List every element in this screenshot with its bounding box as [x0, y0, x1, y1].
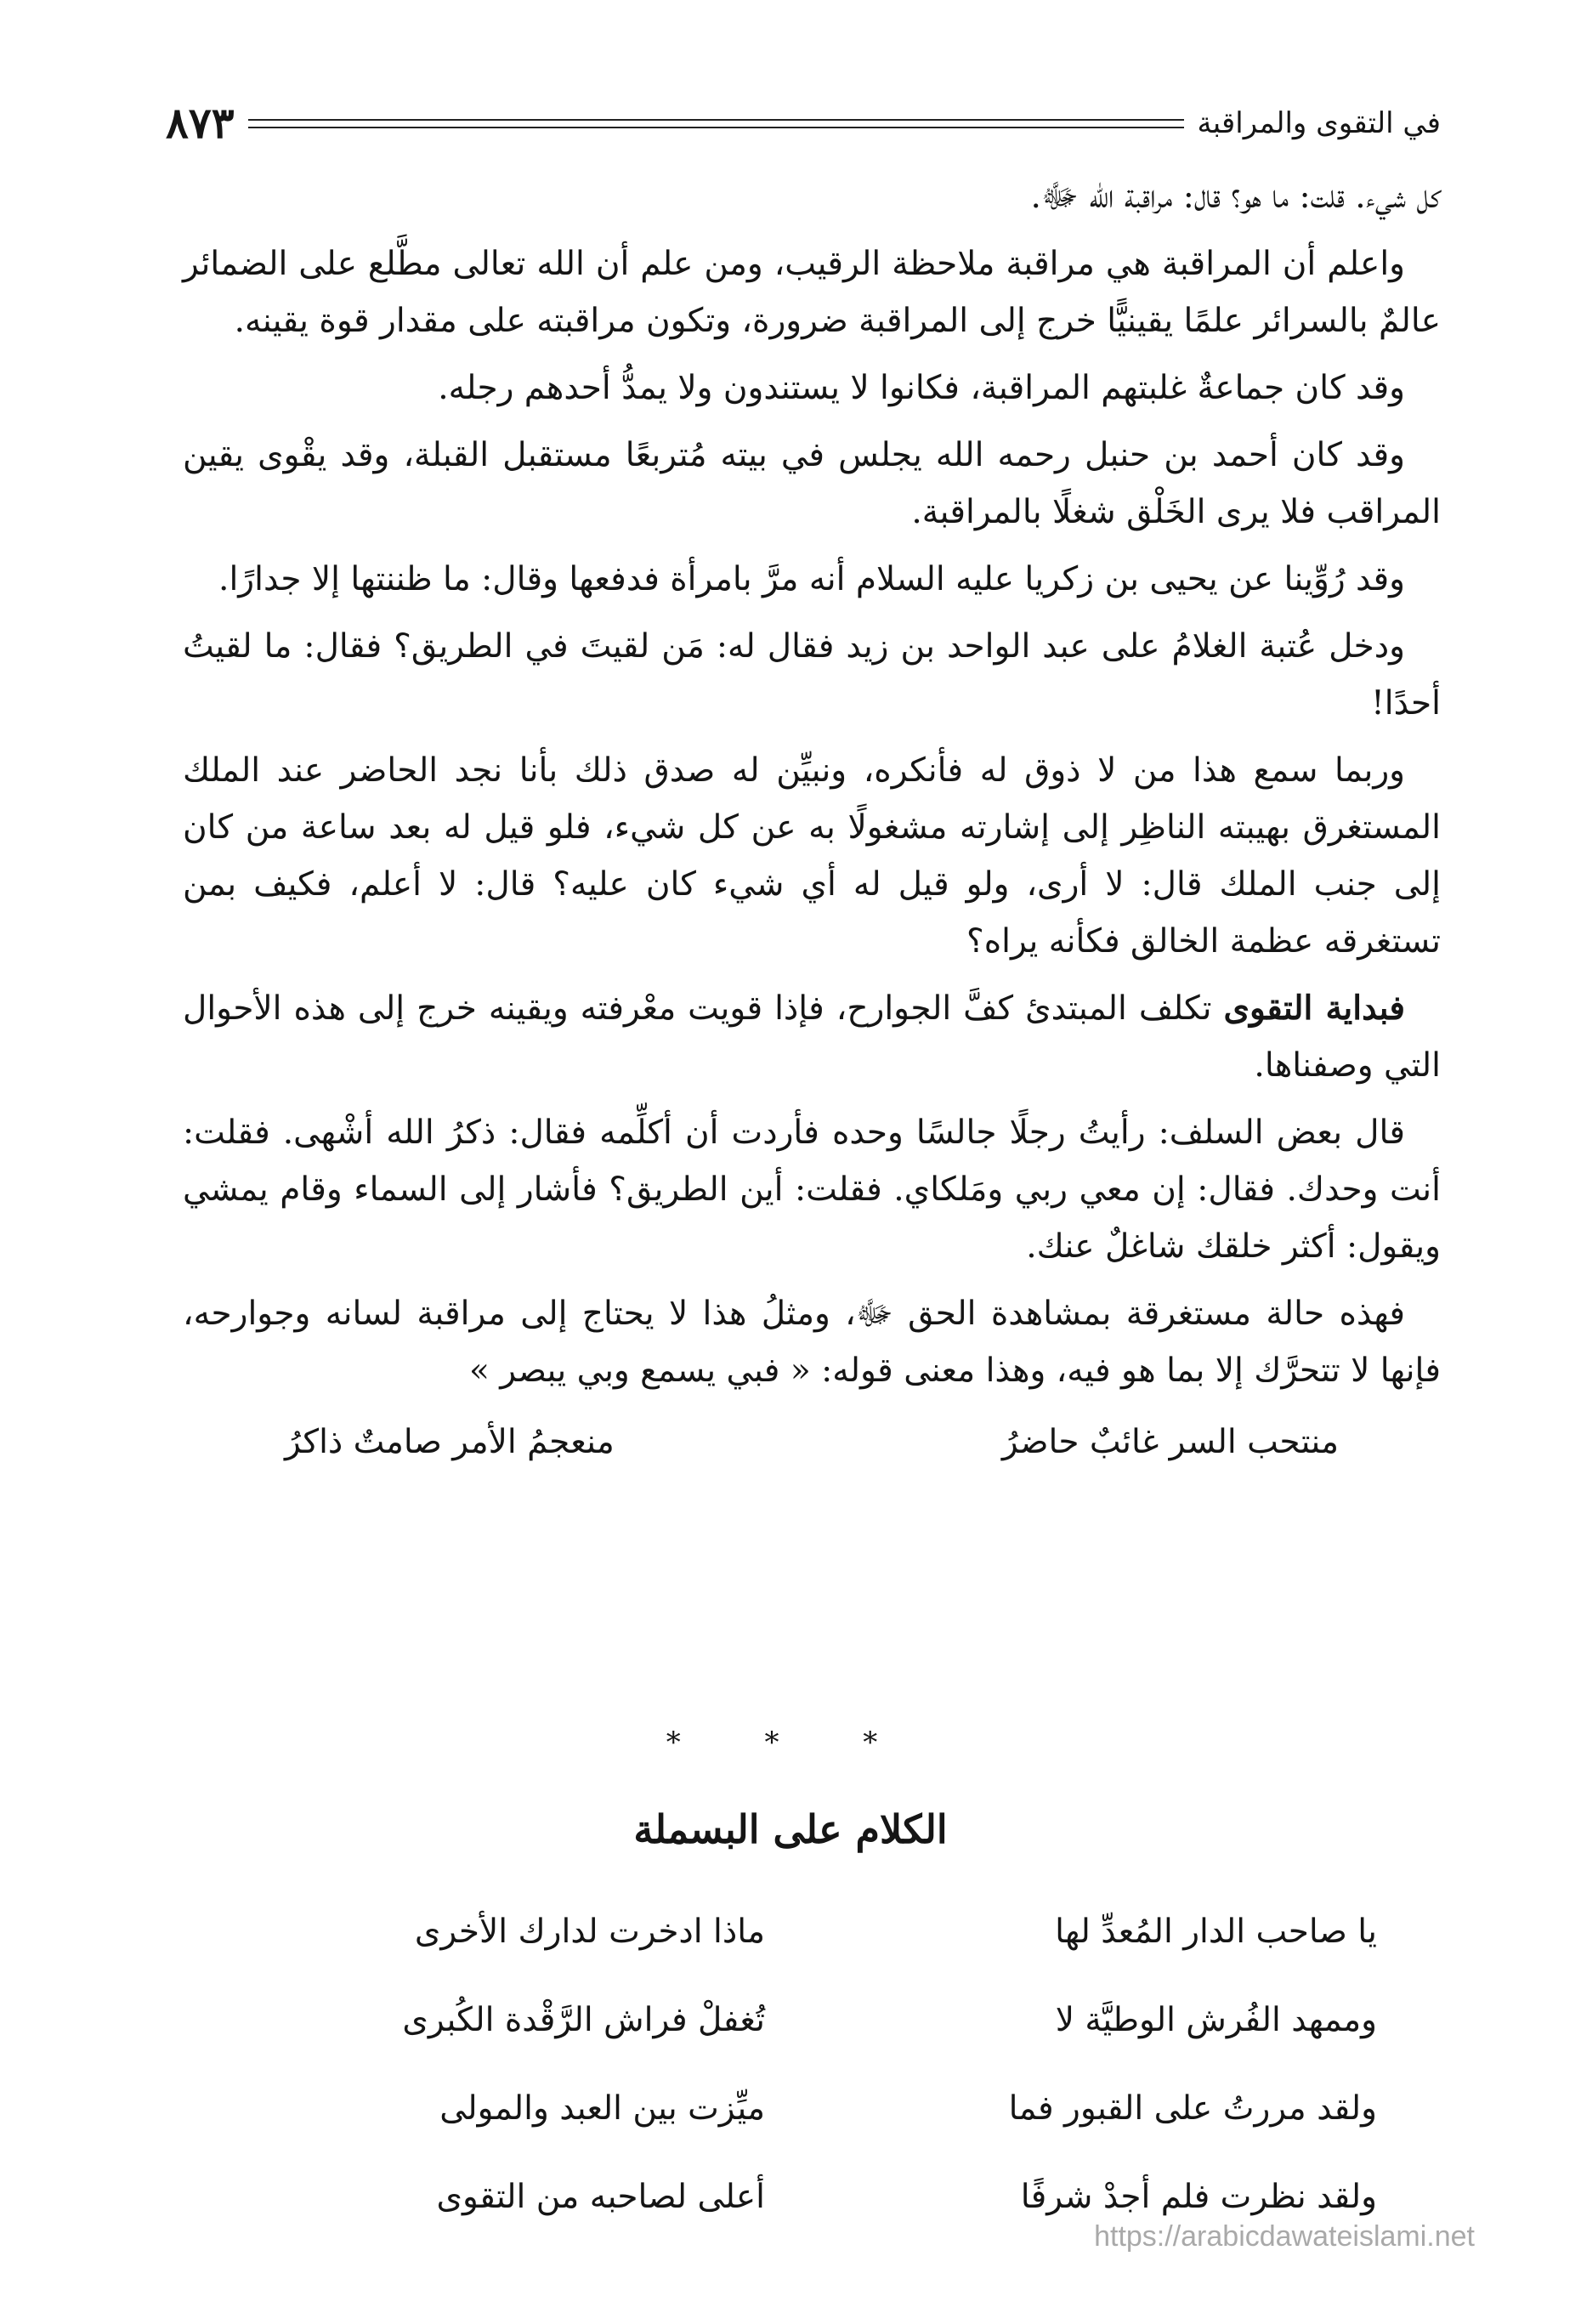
poem-line	[255, 1975, 1377, 2064]
first-hemistich: ولقد مررتُ على القبور فما	[1008, 2089, 1377, 2128]
verse-second-hemistich: منعجمُ الأمر صامتٌ ذاكرُ	[285, 1423, 615, 1461]
verse-first-hemistich: منتحب السر غائبٌ حاضرُ	[1001, 1423, 1339, 1461]
paragraph: قال بعض السلف: رأيتُ رجلًا جالسًا وحده فأردت أن أكلِّمه فقال: ذكرُ الله أشْهى. فقلت: أنت وحدك. فقال: إن معي ربي ومَلكاي. فقلت: أين الطريق؟ فأشار إلى السماء وقام يمشي ويقول: أكثر خلقك شاغلٌ عنك.	[183, 1114, 1441, 1266]
paragraph: وربما سمع هذا من لا ذوق له فأنكره، ونبيِّن له صدق ذلك بأنا نجد الحاضر عند الملك المستغرق بهيبته الناظِر إلى إشارته مشغولًا به عن كل شيء، فلو قيل له بعد ساعة من كان إلى جنب الملك قال: لا أرى، ولو قيل له أي شيء كان عليه؟ قال: لا أعلم، فكيف بمن تستغرقه عظمة الخالق فكأنه يراه؟	[183, 751, 1441, 961]
page-header	[166, 98, 1441, 149]
section-title: الكلام على البسملة	[633, 1806, 948, 1852]
body-text	[183, 168, 1441, 1472]
paragraph: وقد رُوِّينا عن يحيى بن زكريا عليه السلام أنه مرَّ بامرأة فدفعها وقال: ما ظننتها إلا جدارًا.	[218, 560, 1405, 598]
first-hemistich: وممهد الفُرش الوطيَّة لا	[1055, 2000, 1377, 2039]
paragraph: وقد كان أحمد بن حنبل رحمه الله يجلس في بيته مُتربعًا مستقبل القبلة، وقد يقْوى يقين المراقب فلا يرى الخَلْق شغلًا بالمراقبة.	[183, 436, 1441, 531]
paragraph: فهذه حالة مستغرقة بمشاهدة الحق ﷻ، ومثلُ هذا لا يحتاج إلى مراقبة لسانه وجوارحه، فإنها لا تتحرَّك إلا بما هو فيه، وهذا معنى قوله: « فبي يسمع وبي يبصر »	[183, 1295, 1441, 1390]
second-hemistich: تُغفلْ فراش الرَّقْدة الكُبرى	[402, 2000, 765, 2039]
section-separator: * * *	[666, 1726, 915, 1760]
paragraph	[183, 980, 1441, 1094]
bold-lead: فبداية التقوى	[1223, 989, 1405, 1028]
first-hemistich: ولقد نظرت فلم أجدْ شرفًا	[1020, 2177, 1377, 2216]
poem-line	[255, 2064, 1377, 2152]
running-title: في التقوى والمراقبة	[1197, 106, 1441, 140]
paragraph: واعلم أن المراقبة هي مراقبة ملاحظة الرقيب، ومن علم أن الله تعالى مطَّلع على الضمائر عالمٌ بالسرائر علمًا يقينيًّا خرج إلى المراقبة ضرورة، وتكون مراقبته على مقدار قوة يقينه.	[183, 245, 1441, 340]
paragraph-rest: تكلف المبتدئ كفَّ الجوارح، فإذا قويت معْرفته ويقينه خرج إلى هذه الأحوال التي وصفناها.	[183, 989, 1441, 1085]
watermark-url: https://arabicdawateislami.net	[1094, 2220, 1475, 2253]
poem	[255, 1887, 1377, 2241]
verse-line	[183, 1409, 1441, 1472]
paragraph: كل شيء. قلت: ما هو؟ قال: مراقبة الله ﷻ.	[1030, 178, 1441, 216]
poem-line	[255, 1887, 1377, 1975]
second-hemistich: أعلى لصاحبه من التقوى	[436, 2177, 765, 2216]
first-hemistich: يا صاحب الدار المُعدِّ لها	[1055, 1912, 1377, 1951]
paragraph: وقد كان جماعةٌ غلبتهم المراقبة، فكانوا لا يستندون ولا يمدُّ أحدهم رجله.	[438, 369, 1405, 407]
second-hemistich: ماذا ادخرت لدارك الأخرى	[414, 1912, 765, 1951]
second-hemistich: ميِّزت بين العبد والمولى	[439, 2089, 765, 2128]
header-rule	[248, 119, 1184, 128]
paragraph: ودخل عُتبة الغلامُ على عبد الواحد بن زيد فقال له: مَن لقيتَ في الطريق؟ فقال: ما لقيتُ أحدًا!	[183, 627, 1441, 723]
page-number: ٨٧٣	[166, 98, 235, 148]
